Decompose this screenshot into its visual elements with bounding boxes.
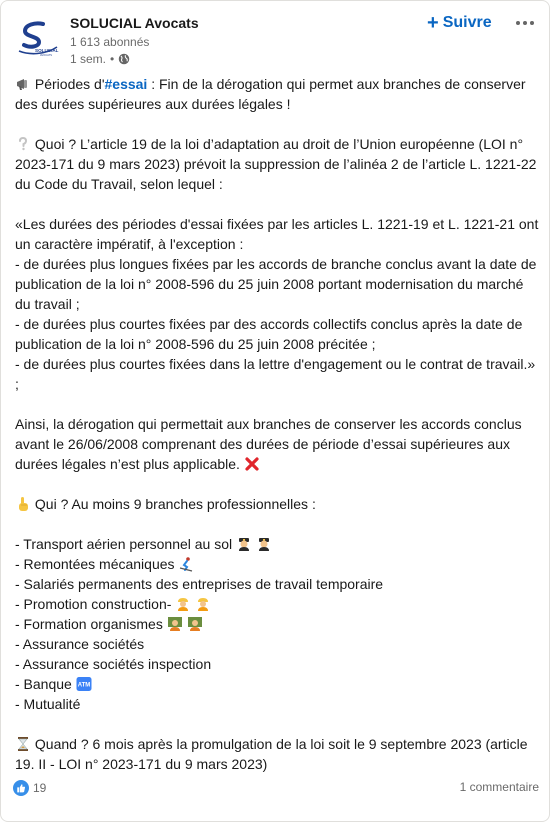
post-meta — [70, 52, 130, 66]
intro-text-rest: : Fin de la dérogation qui permet aux branches de conserver des durées supérieures aux durées légales ! — [15, 76, 526, 112]
branch-label: - Formation organismes — [15, 616, 163, 632]
construction-worker-icon — [175, 596, 191, 612]
construction-worker-icon — [195, 596, 211, 612]
logo-wordmark: SOLUCIAL — [35, 48, 59, 53]
pilot-icon — [256, 536, 272, 552]
more-dot — [530, 21, 534, 25]
post-time: 1 sem. — [70, 52, 107, 66]
branch-label: - Remontées mécaniques — [15, 556, 175, 572]
branch-label: - Banque — [15, 676, 72, 692]
reactions-count-button[interactable] — [13, 780, 46, 796]
reactions-count: 19 — [33, 781, 47, 795]
hourglass-icon — [15, 736, 31, 752]
branch-item: - Assurance sociétés inspection — [15, 656, 212, 672]
branch-item — [15, 594, 539, 614]
plus-icon: + — [427, 12, 439, 34]
like-reaction-icon — [13, 780, 29, 796]
teacher-icon — [167, 616, 183, 632]
pointing-finger-icon — [15, 496, 31, 512]
svg-text:ATM: ATM — [77, 682, 90, 689]
quoi-text: Quoi ? L’article 19 de la loi d’adaptation au droit de l’Union européenne (LOI n° 2023-171 du 9 mars 2023) prévoit la suppression de l’alinéa 2 de l’article L. 1221-22 du Code du Travail, selon lequel : — [15, 136, 537, 192]
megaphone-icon — [15, 76, 31, 92]
social-counts — [13, 779, 539, 799]
post-body — [15, 74, 539, 774]
citation-line: - de durées plus courtes fixées par des accords collectifs conclus après la date de publication de la loi n° 2008-596 du 25 juin 2008 précitée ; — [15, 316, 523, 352]
meta-separator: • — [110, 52, 115, 66]
qui-paragraph — [15, 494, 539, 514]
hashtag-essai[interactable]: #essai — [104, 76, 148, 92]
qui-text: Qui ? Au moins 9 branches professionnelles : — [34, 496, 316, 512]
branch-item — [15, 554, 539, 574]
quand-paragraph — [15, 734, 539, 774]
follow-button[interactable] — [427, 11, 492, 35]
post-header — [13, 11, 539, 67]
author-name[interactable]: SOLUCIAL Avocats — [70, 15, 199, 31]
branch-item: - Salariés permanents des entreprises de travail temporaire — [15, 576, 384, 592]
branch-label: - Promotion construction- — [15, 596, 172, 612]
quand-text: Quand ? 6 mois après la promulgation de la loi soit le 9 septembre 2023 (article 19. II - LOI n° 2023-171 du 9 mars 2023) — [15, 736, 528, 772]
branch-item: - Mutualité — [15, 696, 81, 712]
more-options-button[interactable] — [513, 12, 537, 34]
ainsi-text: Ainsi, la dérogation qui permettait aux branches de conserver les accords conclus avant le 26/06/2008 comprenant des durées de période d’essai supérieures aux durées légales n’est plus applicable. — [15, 416, 522, 472]
skier-icon — [178, 556, 194, 572]
follower-count: 1 613 abonnés — [70, 35, 150, 49]
teacher-icon — [187, 616, 203, 632]
citation-line: «Les durées des périodes d'essai fixées par les articles L. 1221-19 et L. 1221-21 ont un caractère impératif, à l'exception : — [15, 216, 539, 252]
question-mark-icon — [15, 136, 31, 152]
quoi-paragraph — [15, 134, 539, 194]
atm-icon — [76, 676, 92, 692]
solucial-logo-icon — [13, 15, 61, 63]
citation-line: - de durées plus courtes fixées dans la lettre d'engagement ou le contrat de travail.» ; — [15, 356, 536, 392]
comments-count-link[interactable]: 1 commentaire — [459, 780, 539, 794]
cross-mark-icon — [244, 456, 260, 472]
branch-item — [15, 674, 539, 694]
more-dot — [516, 21, 520, 25]
follow-label: Suivre — [442, 14, 492, 31]
globe-icon — [118, 53, 130, 65]
more-dot — [523, 21, 527, 25]
company-logo[interactable] — [13, 15, 61, 63]
logo-subtext: AVOCATS — [40, 54, 53, 57]
pilot-icon — [236, 536, 252, 552]
branch-item — [15, 614, 539, 634]
branch-item: - Assurance sociétés — [15, 636, 145, 652]
post-intro — [15, 74, 539, 114]
ainsi-paragraph — [15, 414, 539, 474]
intro-text: Périodes d' — [34, 76, 105, 92]
branch-label: - Transport aérien personnel au sol — [15, 536, 233, 552]
citation-line: - de durées plus longues fixées par les accords de branche conclus avant la date de publication de la loi n° 2008-596 du 25 juin 2008 portant modernisation du marché du travail ; — [15, 256, 537, 312]
branch-item — [15, 534, 539, 554]
